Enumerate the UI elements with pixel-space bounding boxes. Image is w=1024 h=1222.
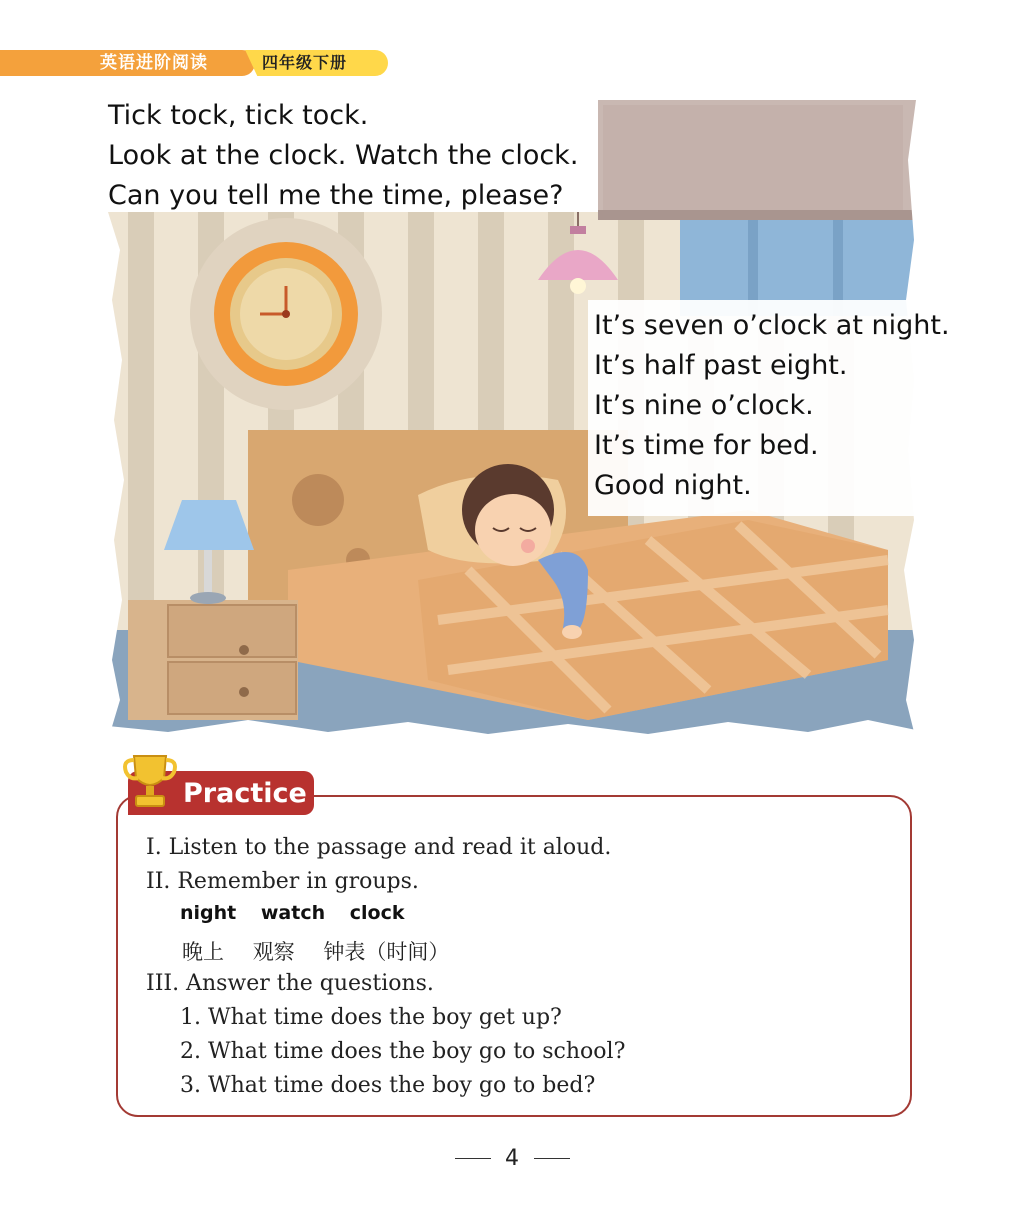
story-line: Look at the clock. Watch the clock.	[108, 140, 579, 171]
practice-item-2: II. Remember in groups.	[146, 869, 419, 894]
vocab-meaning: 观察	[252, 940, 295, 964]
trophy-icon	[120, 748, 180, 812]
nightstand-icon	[128, 600, 298, 720]
vocab-word: watch	[260, 902, 326, 924]
page-number: 4	[505, 1146, 519, 1171]
practice-item-1: I. Listen to the passage and read it aloud.	[146, 835, 612, 860]
story-opening-text	[108, 96, 608, 216]
story-line: It’s time for bed.	[594, 430, 819, 461]
story-line: It’s seven o’clock at night.	[594, 310, 950, 341]
vocab-meaning: 钟表（时间）	[323, 940, 450, 964]
question-1: 1. What time does the boy get up?	[180, 1005, 562, 1030]
vocab-word: night	[180, 902, 237, 924]
question-3: 3. What time does the boy go to bed?	[180, 1073, 596, 1098]
practice-title: Practice	[183, 778, 307, 809]
vocab-english-row	[180, 902, 422, 924]
series-title: 英语进阶阅读	[100, 53, 208, 73]
question-2: 2. What time does the boy go to school?	[180, 1039, 626, 1064]
story-line: Can you tell me the time, please?	[108, 180, 564, 211]
wall-clock-icon	[190, 218, 382, 410]
vocab-chinese-row	[182, 936, 471, 966]
story-line: Good night.	[594, 470, 752, 501]
grade-title: 四年级下册	[262, 53, 348, 72]
story-line: Tick tock, tick tock.	[108, 100, 369, 131]
vocab-word: clock	[349, 902, 405, 924]
vocab-meaning: 晚上	[182, 940, 224, 964]
practice-item-3: III. Answer the questions.	[146, 971, 434, 996]
story-line: It’s nine o’clock.	[594, 390, 814, 421]
story-time-text	[594, 306, 1014, 506]
story-line: It’s half past eight.	[594, 350, 848, 381]
header-banner	[0, 48, 400, 78]
